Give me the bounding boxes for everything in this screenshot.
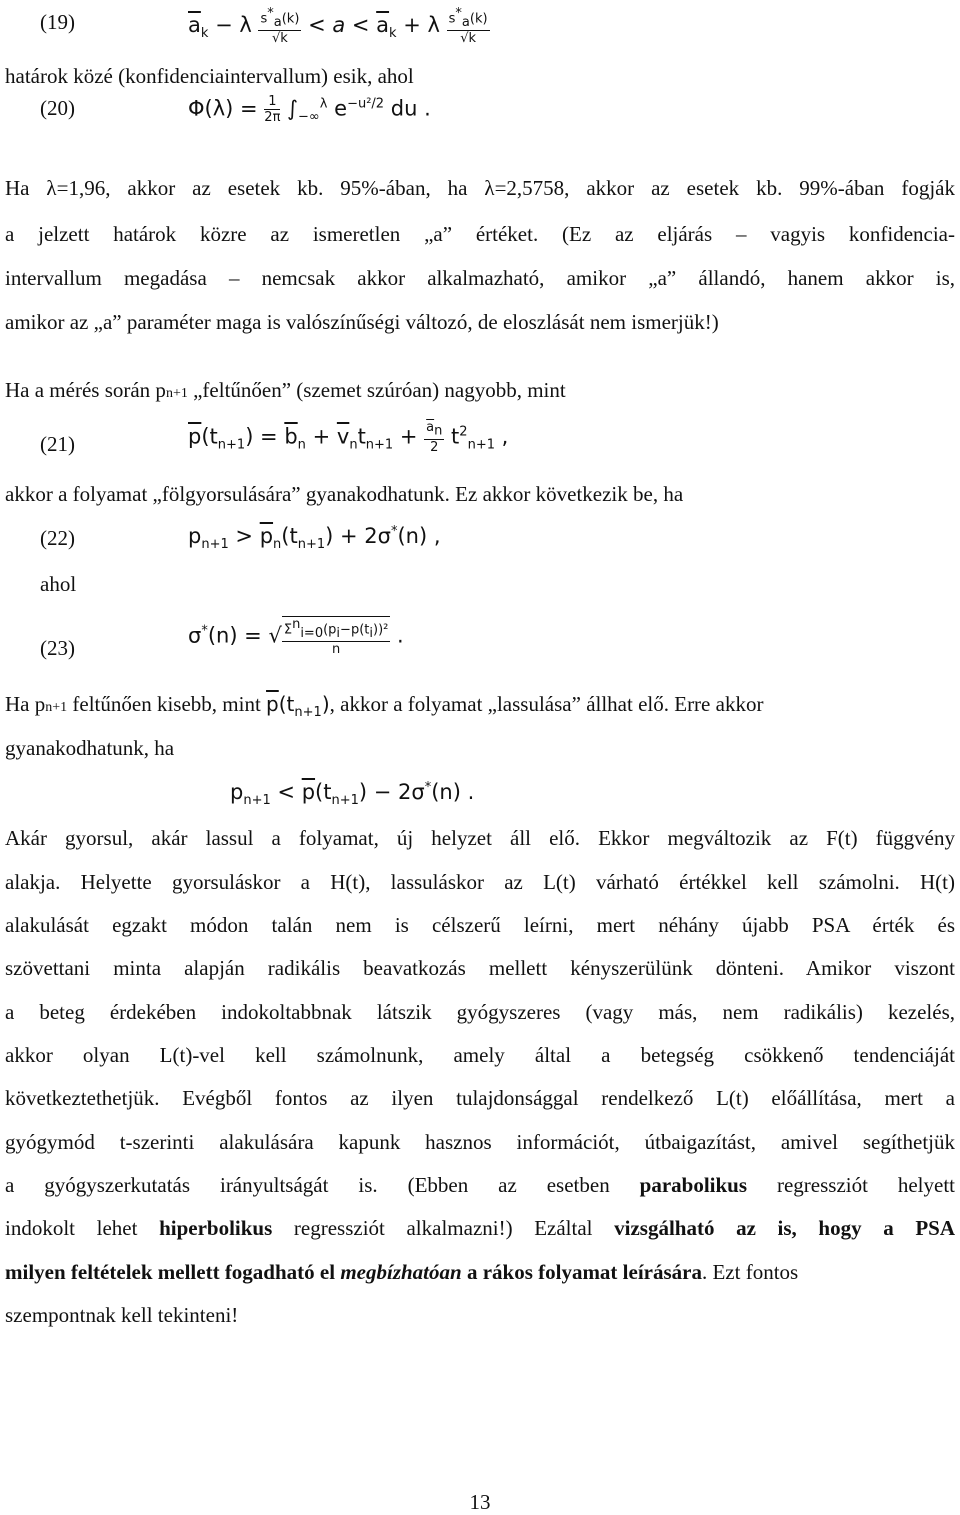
text-line: intervallum megadása – nemcsak akkor alkalmazható, amikor „a” állandó, hanem akkor is, — [5, 266, 955, 290]
text-line: határok közé (konfidenciaintervallum) esik, ahol — [5, 64, 414, 88]
page-number: 13 — [469, 1490, 491, 1514]
text-line: amikor az „a” paraméter maga is valószínűségi változó, de eloszlását nem ismerjük!) — [5, 310, 719, 334]
bold-term: hiperbolikus — [159, 1216, 273, 1240]
text-fragment: feltűnően kisebb, mint — [67, 692, 261, 716]
subscript: n+1 — [45, 700, 68, 715]
equation-20-formula: Φ(λ) = $\frac{1}{2\pi}$ $\int_{-\infty}^\lambda$ $e^{-u^2/2}$ du . — [188, 94, 431, 125]
subscript: n+1 — [165, 386, 188, 401]
equation-19-formula: $\overline{a}_k - \lambda$ $\frac{s^*_a(k)}{√k}$ < $a < \overline{a}_k + \lambda$ $\frac{s^*_a(k)}{√k}$ — [188, 6, 488, 46]
bold-phrase: a rákos folyamat leírására — [466, 1260, 702, 1284]
text-fragment: Ha p — [5, 692, 46, 716]
text-fragment: „feltűnően” (szemet szúróan) nagyobb, mint — [187, 378, 566, 402]
text-line: alakja. Helyette gyorsuláskor a H(t), lassuláskor az L(t) várható értékkel kell számolni. H(t) — [5, 870, 955, 894]
text-line — [5, 1216, 955, 1240]
text-line: szövettani minta alapján radikális beavatkozás mellett kényszerülünk dönteni. Amikor viszont — [5, 956, 955, 980]
equation-number: (19) — [40, 10, 75, 34]
equation-number: (22) — [40, 526, 75, 550]
text-line: gyógymód t-szerinti alakulására kapunk hasznos információt, útbaigazítást, amivel segíthetjük — [5, 1130, 955, 1154]
text-line: következtethetjük. Evégből fontos az ilyen tulajdonsággal rendelkező L(t) előállítása, mert a — [5, 1086, 955, 1110]
text-fragment: a gyógyszerkutatás irányultságát is. (Ebben az esetben — [5, 1173, 610, 1197]
bold-term: parabolikus — [639, 1173, 748, 1197]
text-fragment: regressziót helyett — [776, 1173, 956, 1197]
equation-number: (20) — [40, 96, 75, 120]
text-fragment: . Ezt fontos — [701, 1260, 799, 1284]
text-line — [5, 378, 955, 406]
inline-math: $\overline{p}(t_{n+1})$ — [266, 692, 330, 720]
text-line: akkor olyan L(t)-vel kell számolnunk, amely által a betegség csökkenő tendenciáját — [5, 1043, 955, 1067]
bold-phrase: milyen feltételek mellett fogadható el — [5, 1260, 336, 1284]
equation-number: (21) — [40, 432, 75, 456]
text-line — [5, 1173, 955, 1197]
bold-phrase: vizsgálható az is, hogy a PSA — [614, 1216, 956, 1240]
text-line: szempontnak kell tekinteni! — [5, 1303, 239, 1327]
equation-21-formula: $\overline{p}(t_{n+1}) = \overline{b}_n + \overline{v}_nt_{n+1}$ + $\frac{\overline{a}_n}{2}$ $t^2_{n+1}$ , — [188, 420, 509, 455]
text-line: akkor a folyamat „fölgyorsulására” gyanakodhatunk. Ez akkor következik be, ha — [5, 482, 684, 506]
equation-22-formula: $p_{n+1} > \overline{p}_n(t_{n+1}) + 2\sigma^*(n)$ , — [188, 524, 441, 553]
text-fragment: , akkor a folyamat „lassulása” állhat elő. Erre akkor — [329, 692, 764, 716]
bold-italic-term: megbízhatóan — [340, 1260, 462, 1284]
text-line: a beteg érdekében indokoltabbnak látszik gyógyszeres (vagy más, nem radikális) kezelés, — [5, 1000, 955, 1024]
text-fragment: regressziót alkalmazni!) Ezáltal — [293, 1216, 593, 1240]
text-fragment: indokolt lehet — [5, 1216, 138, 1240]
text-line: a jelzett határok közre az ismeretlen „a” értéket. (Ez az eljárás – vagyis konfidencia- — [5, 222, 955, 246]
text-line: alakulását egzakt módon talán nem is célszerű leírni, mert néhány újabb PSA érték és — [5, 913, 955, 937]
text-line — [5, 692, 955, 725]
text-line: Akár gyorsul, akár lassul a folyamat, új helyzet áll elő. Ekkor megváltozik az F(t) függvény — [5, 826, 955, 850]
inequality-formula: $p_{n+1} < \overline{p}(t_{n+1}) - 2\sigma^*(n)$ . — [230, 780, 475, 809]
equation-23-formula: σ*(n) = √ $\frac{\Sigma^n_{i=0}(p_i-p(t_i))^2}{n}$ . — [188, 617, 404, 657]
text-line: Ha λ=1,96, akkor az esetek kb. 95%-ában, ha λ=2,5758, akkor az esetek kb. 99%-ában fogják — [5, 176, 955, 200]
text-line — [5, 1260, 955, 1284]
text-fragment: Ha a mérés során p — [5, 378, 166, 402]
text-line: gyanakodhatunk, ha — [5, 736, 175, 760]
ahol-label: ahol — [40, 572, 77, 596]
equation-number: (23) — [40, 636, 75, 660]
